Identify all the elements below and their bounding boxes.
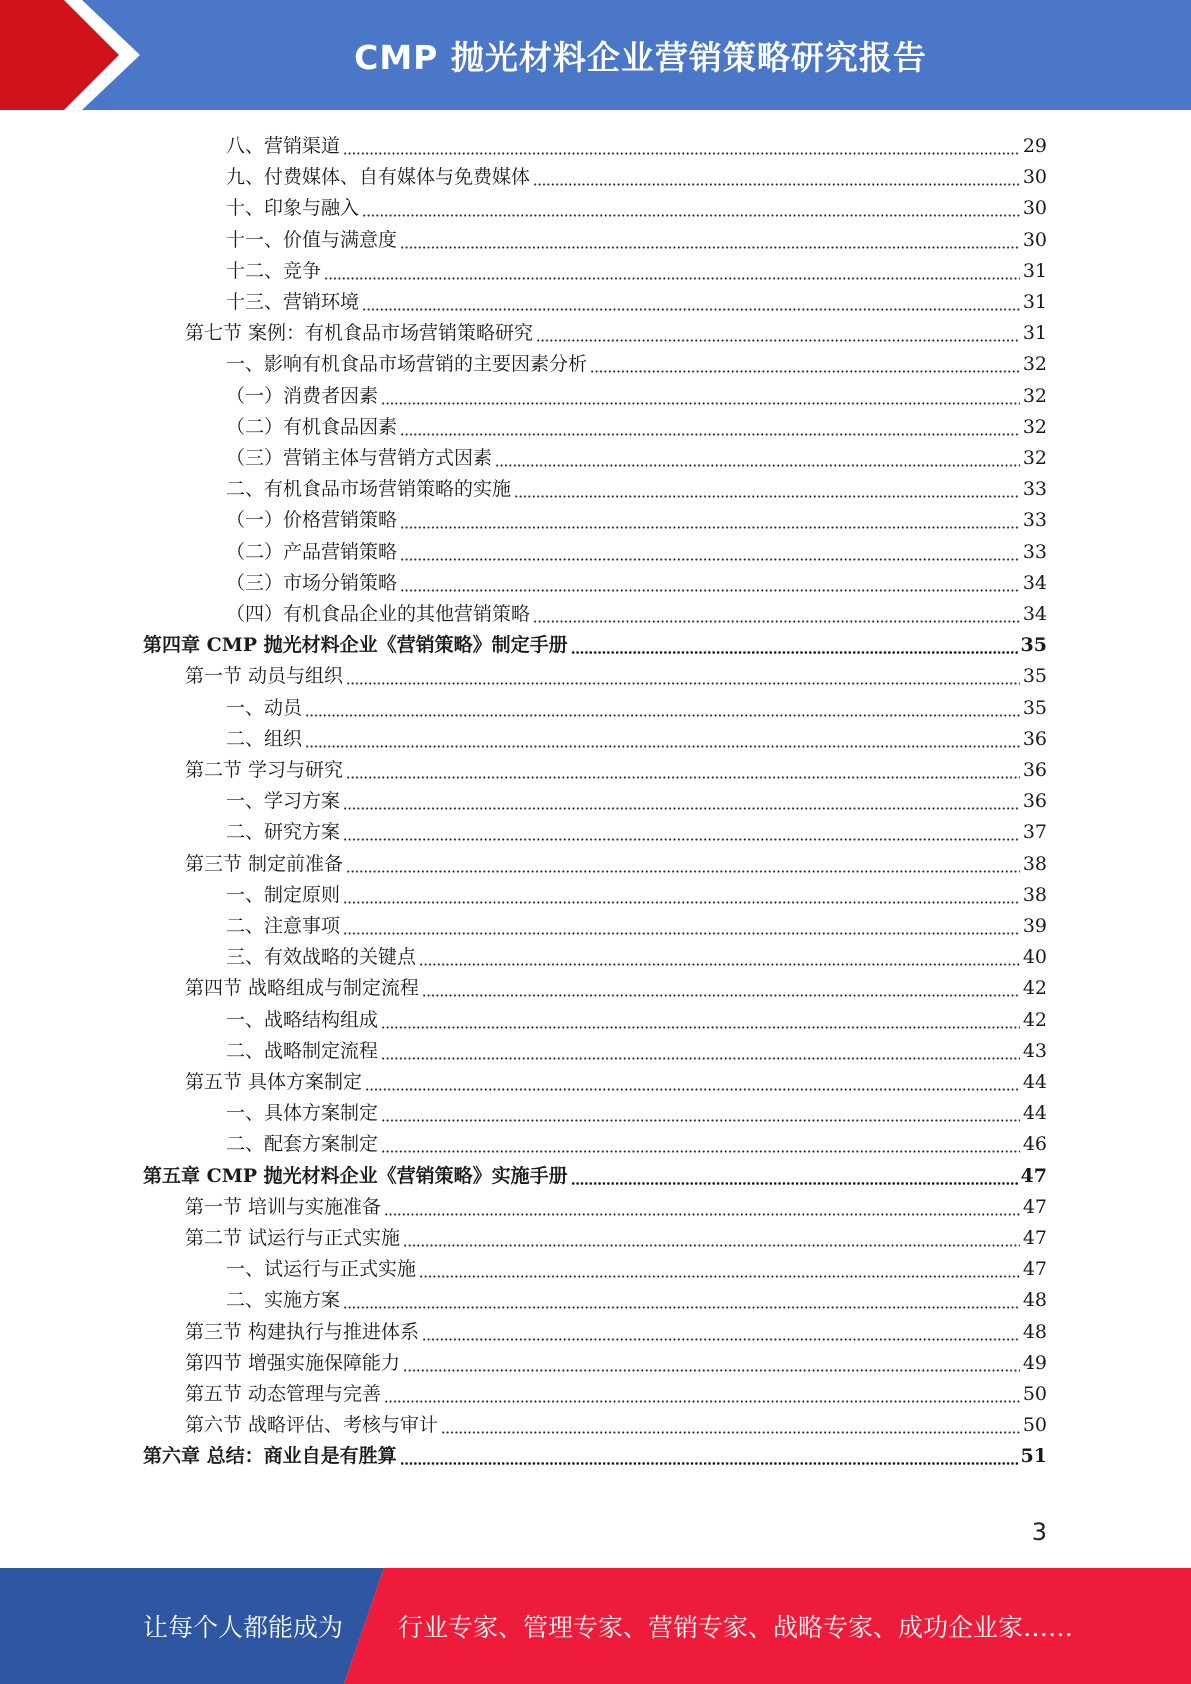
toc-entry[interactable] [143, 1158, 1047, 1189]
toc-dot-leader [400, 542, 1020, 561]
toc-entry[interactable] [226, 877, 1047, 908]
toc-entry[interactable] [226, 1282, 1047, 1313]
toc-dot-leader [381, 386, 1020, 405]
toc-dot-leader [590, 354, 1020, 373]
toc-entry[interactable] [226, 1095, 1047, 1126]
toc-dot-leader [536, 323, 1020, 342]
toc-entry-page: 31 [1022, 259, 1047, 282]
footer-slogan-right: 行业专家、管理专家、营销专家、战略专家、成功企业家…… [398, 1613, 1074, 1642]
toc-entry-page: 47 [1022, 1258, 1047, 1281]
toc-dot-leader [384, 1197, 1020, 1216]
toc-entry-page: 33 [1022, 540, 1047, 563]
toc-entry[interactable] [226, 1002, 1047, 1033]
toc-dot-leader [346, 854, 1020, 873]
toc-entry-title: 第二节 试运行与正式实施 [185, 1227, 401, 1249]
toc-entry-page: 49 [1022, 1351, 1047, 1374]
toc-entry[interactable] [185, 1345, 1047, 1376]
footer-slogan-left: 让每个人都能成为 [143, 1613, 344, 1642]
toc-entry[interactable] [226, 378, 1047, 409]
toc-entry-title: 第四节 增强实施保障能力 [185, 1351, 401, 1374]
toc-entry[interactable] [226, 534, 1047, 565]
toc-entry-page: 44 [1022, 1102, 1047, 1125]
toc-entry[interactable] [226, 253, 1047, 284]
toc-dot-leader [403, 1228, 1020, 1247]
toc-entry[interactable] [185, 1407, 1047, 1438]
toc-dot-leader [343, 885, 1020, 904]
toc-entry-title: （一）价格营销策略 [226, 509, 398, 532]
toc-dot-leader [343, 791, 1020, 810]
toc-entry[interactable] [185, 1189, 1047, 1220]
toc-entry-page: 30 [1022, 197, 1047, 220]
toc-dot-leader [346, 760, 1020, 779]
toc-entry-title: （一）消费者因素 [226, 384, 379, 407]
toc-entry-page: 40 [1022, 946, 1047, 969]
toc-entry-page: 32 [1022, 415, 1047, 438]
toc-dot-leader [495, 448, 1020, 467]
toc-dot-leader [343, 916, 1020, 935]
toc-entry-title: 一、影响有机食品市场营销的主要因素分析 [226, 353, 588, 376]
toc-entry[interactable] [185, 1314, 1047, 1345]
toc-entry-page: 39 [1022, 915, 1047, 937]
toc-entry[interactable] [185, 752, 1047, 783]
toc-entry[interactable] [226, 565, 1047, 596]
toc-entry[interactable] [226, 128, 1047, 159]
toc-entry-page: 50 [1022, 1383, 1047, 1405]
toc-entry[interactable] [185, 658, 1047, 689]
toc-entry[interactable] [226, 814, 1047, 845]
report-title: CMP 抛光材料企业营销策略研究报告 [354, 37, 927, 77]
toc-entry-title: 二、战略制定流程 [226, 1039, 379, 1062]
toc-dot-leader [381, 1103, 1020, 1122]
toc-entry[interactable] [226, 1251, 1047, 1282]
toc-entry-title: （四）有机食品企业的其他营销策略 [226, 603, 531, 625]
toc-entry[interactable] [226, 939, 1047, 970]
toc-dot-leader [403, 1353, 1020, 1372]
toc-dot-leader [400, 1446, 1018, 1465]
toc-entry[interactable] [226, 596, 1047, 627]
toc-entry-page: 47 [1022, 1227, 1047, 1249]
toc-entry-title: 二、实施方案 [226, 1289, 341, 1312]
toc-entry-title: 二、有机食品市场营销策略的实施 [226, 478, 512, 501]
toc-entry-page: 48 [1022, 1320, 1047, 1343]
toc-entry[interactable] [226, 690, 1047, 721]
toc-entry-title: 第四节 战略组成与制定流程 [185, 977, 420, 1000]
toc-entry-page: 32 [1022, 353, 1047, 376]
toc-dot-leader [305, 698, 1020, 717]
toc-entry[interactable] [185, 1376, 1047, 1407]
toc-entry-page: 48 [1022, 1289, 1047, 1312]
toc-dot-leader [419, 947, 1020, 966]
toc-entry[interactable] [226, 409, 1047, 440]
toc-dot-leader [343, 1290, 1020, 1309]
toc-entry-title: 二、注意事项 [226, 915, 341, 937]
toc-entry-page: 35 [1022, 665, 1047, 688]
toc-entry-page: 42 [1022, 977, 1047, 1000]
toc-entry-page: 32 [1022, 384, 1047, 407]
toc-dot-leader [441, 1415, 1020, 1434]
toc-dot-leader [400, 510, 1020, 529]
page-footer [0, 1568, 1191, 1684]
toc-dot-leader [305, 729, 1020, 748]
toc-entry[interactable] [226, 908, 1047, 939]
toc-entry-page: 51 [1020, 1445, 1047, 1468]
toc-entry-title: 二、组织 [226, 727, 303, 750]
toc-entry-title: 一、动员 [226, 696, 303, 719]
toc-entry-page: 35 [1022, 696, 1047, 719]
toc-entry-page: 30 [1022, 228, 1047, 251]
toc-dot-leader [400, 230, 1020, 249]
toc-entry-title: 十、印象与融入 [226, 197, 360, 220]
toc-dot-leader [384, 1384, 1020, 1403]
toc-entry[interactable] [226, 1033, 1047, 1064]
toc-entry[interactable] [226, 783, 1047, 814]
toc-dot-leader [365, 1072, 1020, 1091]
toc-entry[interactable] [185, 846, 1047, 877]
toc-entry-title: 第五节 动态管理与完善 [185, 1383, 382, 1405]
toc-entry-title: 第七节 案例：有机食品市场营销策略研究 [185, 322, 534, 345]
toc-entry[interactable] [226, 222, 1047, 253]
toc-entry-title: 第五章 CMP 抛光材料企业《营销策略》实施手册 [143, 1164, 568, 1187]
toc-entry-title: 第三节 制定前准备 [185, 852, 344, 875]
header-arrow-decoration [0, 0, 160, 110]
toc-entry-title: 一、制定原则 [226, 883, 341, 906]
toc-entry[interactable] [143, 627, 1047, 658]
toc-entry-page: 42 [1022, 1008, 1047, 1031]
toc-entry-page: 31 [1022, 291, 1047, 313]
toc-entry-page: 38 [1022, 852, 1047, 875]
toc-entry-page: 50 [1022, 1414, 1047, 1437]
toc-dot-leader [533, 604, 1020, 623]
toc-entry-page: 33 [1022, 478, 1047, 501]
toc-dot-leader [381, 1041, 1020, 1060]
toc-entry[interactable] [185, 1220, 1047, 1251]
toc-entry[interactable] [185, 1064, 1047, 1095]
toc-entry-page: 33 [1022, 509, 1047, 532]
toc-entry-title: 第二节 学习与研究 [185, 759, 344, 781]
toc-entry-page: 34 [1022, 571, 1047, 594]
toc-entry-title: 一、学习方案 [226, 790, 341, 813]
toc-entry-title: 十二、竞争 [226, 259, 322, 282]
toc-entry-page: 31 [1022, 322, 1047, 345]
toc-entry-page: 34 [1022, 603, 1047, 625]
toc-dot-leader [343, 822, 1020, 841]
toc-entry-title: （三）营销主体与营销方式因素 [226, 447, 493, 469]
toc-entry-page: 37 [1022, 821, 1047, 844]
toc-dot-leader [381, 1134, 1020, 1153]
toc-entry-page: 35 [1020, 634, 1047, 657]
toc-entry-title: 九、付费媒体、自有媒体与免费媒体 [226, 166, 531, 189]
toc-entry[interactable] [226, 471, 1047, 502]
toc-entry-title: 八、营销渠道 [226, 135, 341, 157]
toc-entry-page: 38 [1022, 883, 1047, 906]
toc-entry-title: 二、配套方案制定 [226, 1133, 379, 1156]
toc-entry-title: 第五节 具体方案制定 [185, 1071, 363, 1093]
toc-entry-title: 第六章 总结：商业自是有胜算 [143, 1445, 397, 1468]
toc-entry-title: 十三、营销环境 [226, 291, 360, 313]
toc-dot-leader [362, 198, 1020, 217]
toc-entry-page: 29 [1022, 135, 1047, 157]
toc-entry-page: 36 [1022, 759, 1047, 781]
toc-entry[interactable] [185, 970, 1047, 1001]
toc-entry-title: 十一、价值与满意度 [226, 228, 398, 251]
toc-dot-leader [400, 417, 1020, 436]
toc-entry[interactable] [226, 502, 1047, 533]
page-number: 3 [1031, 1518, 1047, 1546]
toc-entry-title: 三、有效战略的关键点 [226, 946, 417, 969]
toc-entry-page: 30 [1022, 166, 1047, 189]
toc-entry[interactable] [226, 346, 1047, 377]
toc-entry[interactable] [226, 284, 1047, 315]
toc-entry-page: 36 [1022, 790, 1047, 813]
toc-entry-page: 44 [1022, 1071, 1047, 1093]
toc-entry-title: 一、战略结构组成 [226, 1008, 379, 1031]
toc-entry-title: 第一节 动员与组织 [185, 665, 344, 688]
toc-entry-page: 36 [1022, 727, 1047, 750]
toc-entry-title: 第六节 战略评估、考核与审计 [185, 1414, 439, 1437]
toc-entry-page: 46 [1022, 1133, 1047, 1156]
toc-entry-title: （二）有机食品因素 [226, 415, 398, 438]
toc-entry[interactable] [226, 440, 1047, 471]
toc-dot-leader [362, 292, 1020, 311]
toc-entry-page: 43 [1022, 1039, 1047, 1062]
toc-dot-leader [514, 479, 1020, 498]
toc-dot-leader [346, 666, 1020, 685]
toc-entry[interactable] [226, 159, 1047, 190]
toc-dot-leader [571, 1166, 1018, 1185]
toc-dot-leader [419, 1259, 1020, 1278]
toc-entry-page: 47 [1020, 1164, 1047, 1187]
toc-dot-leader [400, 573, 1020, 592]
toc-entry-title: 二、研究方案 [226, 821, 341, 844]
toc-dot-leader [571, 635, 1018, 654]
toc-entry-title: 一、试运行与正式实施 [226, 1258, 417, 1281]
toc-dot-leader [381, 1010, 1020, 1029]
toc-entry-title: 一、具体方案制定 [226, 1102, 379, 1125]
toc-entry-page: 47 [1022, 1195, 1047, 1218]
toc-entry[interactable] [226, 721, 1047, 752]
toc-dot-leader [533, 167, 1020, 186]
toc-entry-title: 第三节 构建执行与推进体系 [185, 1320, 420, 1343]
toc-entry-title: 第四章 CMP 抛光材料企业《营销策略》制定手册 [143, 634, 568, 657]
toc-dot-leader [324, 261, 1020, 280]
toc-entry[interactable] [226, 190, 1047, 221]
page-header [0, 0, 1191, 110]
toc-entry-page: 32 [1022, 447, 1047, 469]
toc-dot-leader [343, 136, 1020, 155]
toc-entry[interactable] [185, 315, 1047, 346]
toc-dot-leader [422, 1322, 1020, 1341]
toc-entry[interactable] [226, 1126, 1047, 1157]
toc-entry-title: （二）产品营销策略 [226, 540, 398, 563]
toc-entry-title: （三）市场分销策略 [226, 571, 398, 594]
toc-entry[interactable] [143, 1438, 1047, 1469]
toc-dot-leader [422, 978, 1020, 997]
toc-entry-title: 第一节 培训与实施准备 [185, 1195, 382, 1218]
